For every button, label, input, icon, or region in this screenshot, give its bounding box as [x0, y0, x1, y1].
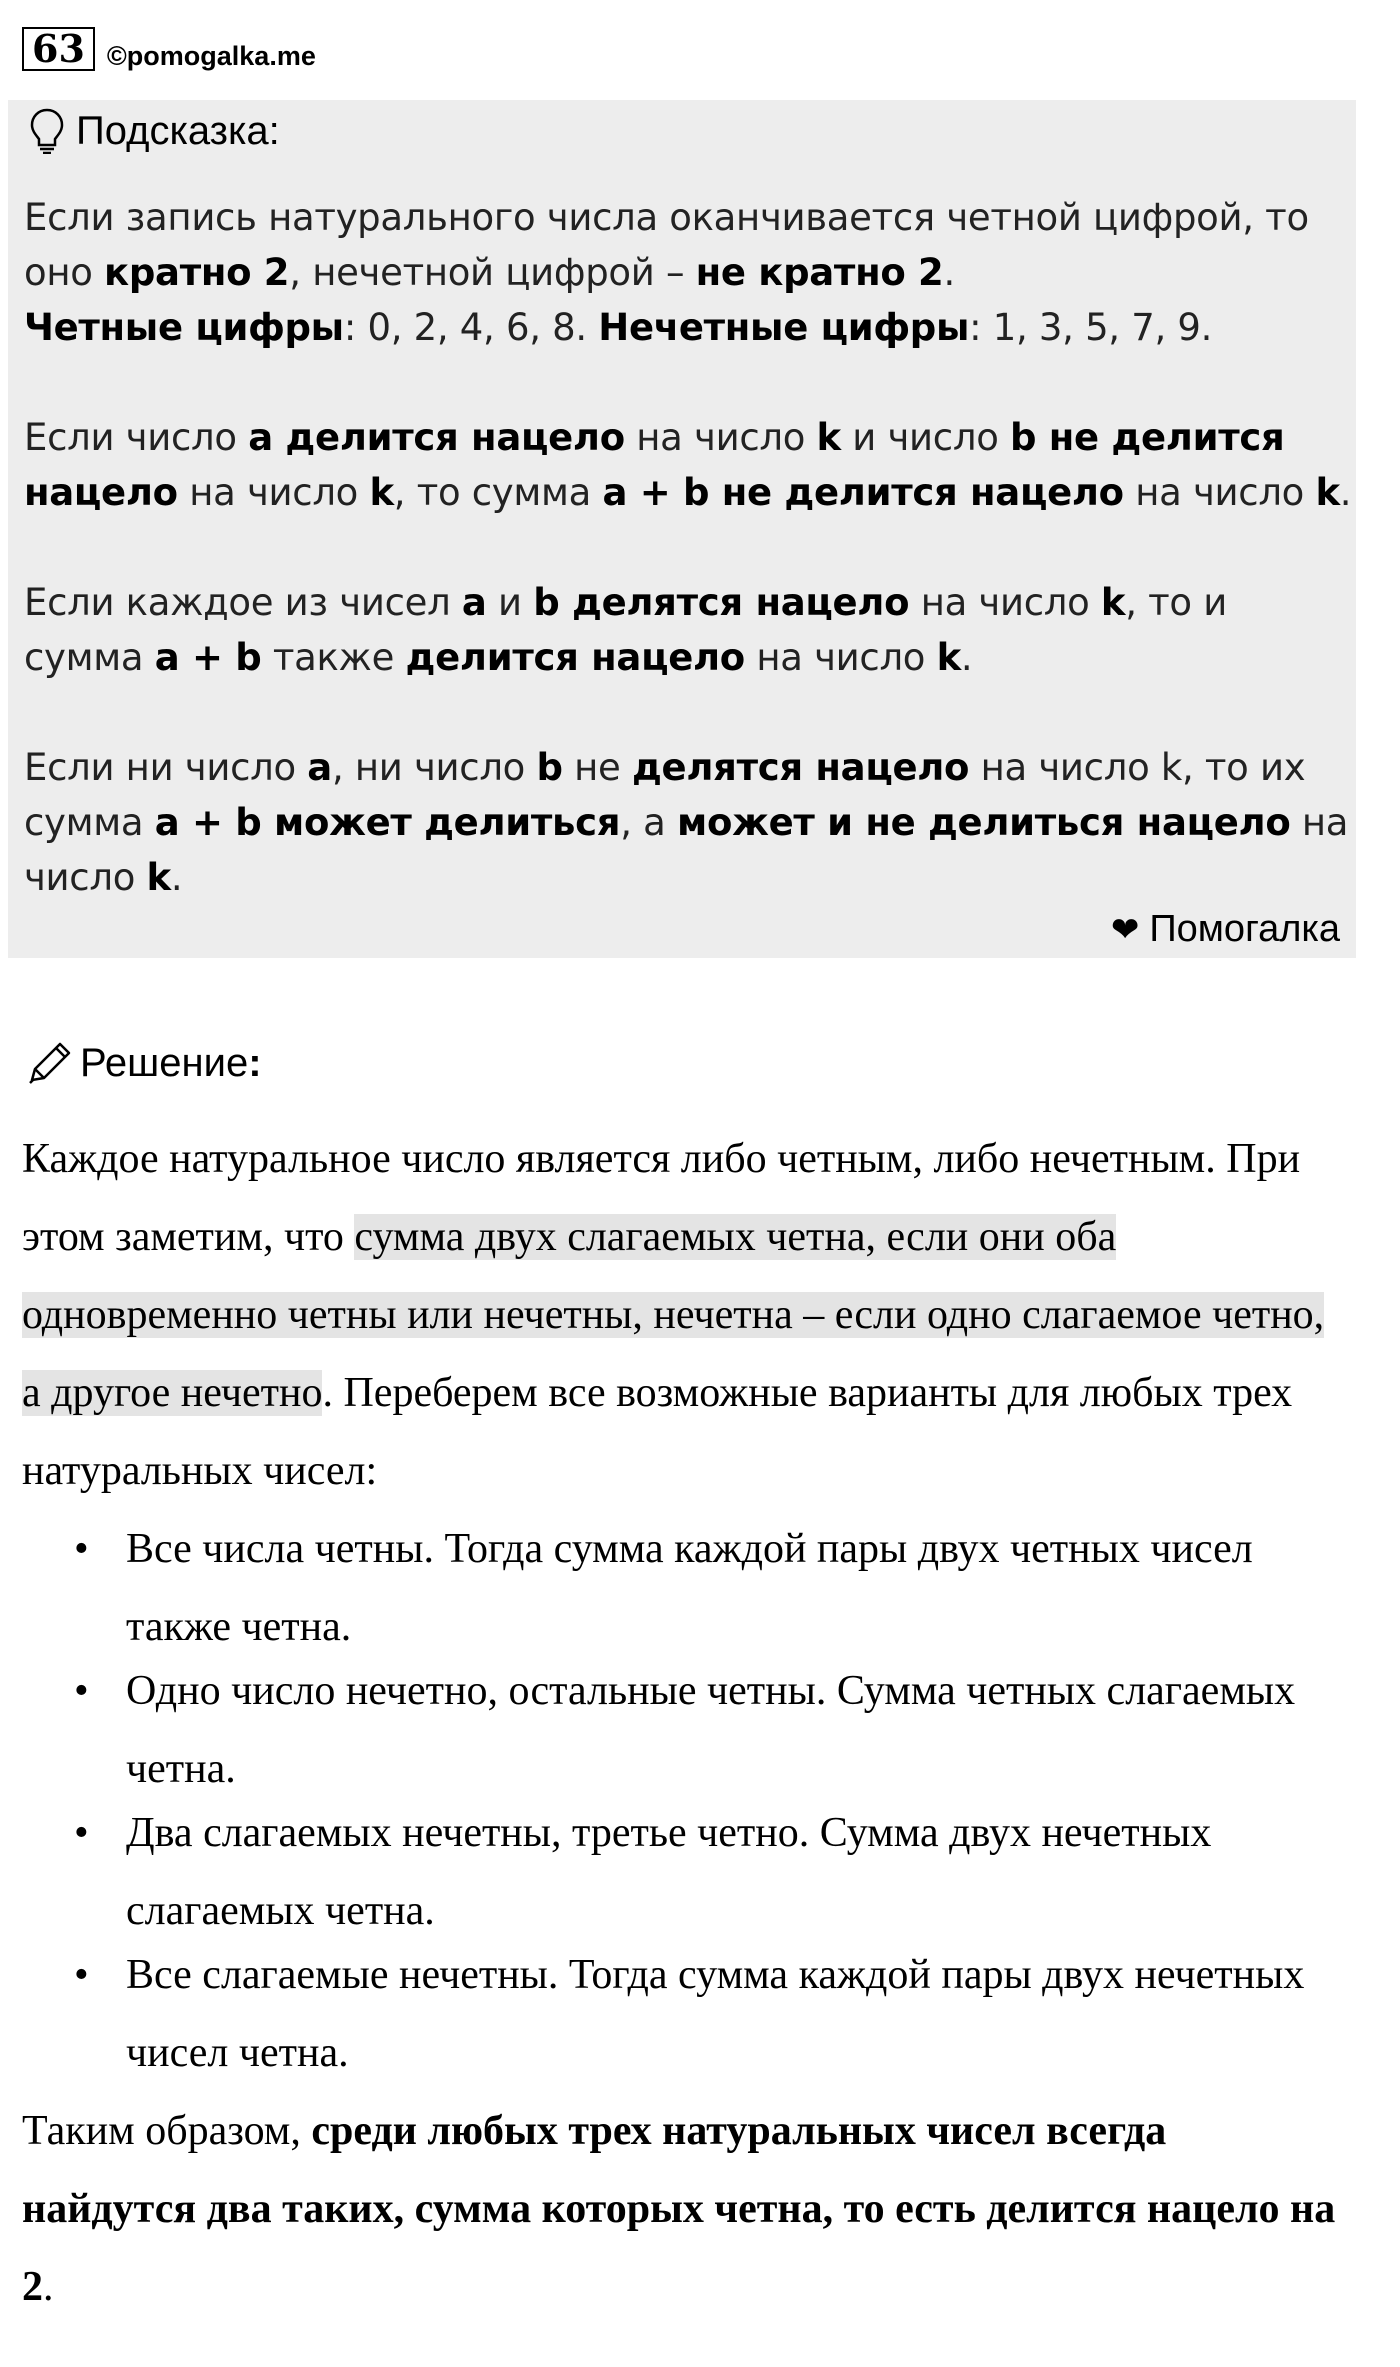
hint-paragraph-3: Если число a делится нацело на число k и число b не делится нацело на число k, то сумма a + b не делится нацело на число k.	[24, 416, 1352, 514]
hint-title-text: Подсказка:	[76, 108, 280, 153]
site-name[interactable]: ©pomogalka.me	[106, 40, 316, 71]
list-item: • Два слагаемых нечетны, третье четно. Сумма двух нечетных слагаемых четна.	[22, 1794, 1342, 1950]
pencil-icon	[26, 1040, 74, 1086]
hint-paragraph-2: Четные цифры: 0, 2, 4, 6, 8. Нечетные цифры: 1, 3, 5, 7, 9.	[24, 306, 1213, 349]
cases-list	[22, 1510, 1342, 2092]
list-item: • Все числа четны. Тогда сумма каждой пары двух четных чисел также четна.	[22, 1510, 1342, 1666]
hint-title	[30, 108, 280, 154]
page-number: 63	[22, 27, 95, 71]
page-header	[22, 24, 316, 74]
signature-text: Помогалка	[1149, 908, 1340, 950]
solution-title: Решение :	[26, 1040, 262, 1086]
list-item: • Одно число нечетно, остальные четны. Сумма четных слагаемых четна.	[22, 1652, 1342, 1808]
solution-body	[22, 1120, 1342, 2326]
lightbulb-icon	[30, 108, 64, 154]
hint-paragraph-1: Если запись натурального числа оканчивается четной цифрой, то оно кратно 2, нечетной цифрой – не кратно 2.	[24, 196, 1309, 294]
solution-title-text: Решение	[80, 1040, 249, 1085]
list-item: • Все слагаемые нечетны. Тогда сумма каждой пары двух нечетных чисел четна.	[22, 1936, 1342, 2092]
signature	[1111, 908, 1340, 951]
solution-intro: Каждое натуральное число является либо четным, либо нечетным. При этом заметим, что сумма двух слагаемых четна, если они оба одновременно четны или нечетны, нечетна – если одно слагаемое четно, а другое нечетно. Переберем все возможные варианты для любых трех натуральных чисел:	[22, 1136, 1325, 1494]
hint-paragraph-5: Если ни число a, ни число b не делятся нацело на число k, то их сумма a + b может делиться, а может и не делиться нацело на число k.	[24, 746, 1349, 899]
heart-icon: ❤	[1110, 910, 1140, 949]
highlighted-text: сумма двух слагаемых четна, если они оба одновременно четны или нечетны, нечетна – если одно слагаемое четно, а другое нечетно	[22, 1214, 1325, 1416]
hint-paragraph-4: Если каждое из чисел a и b делятся нацело на число k, то и сумма a + b также делится нацело на число k.	[24, 581, 1227, 679]
hint-body	[24, 190, 1354, 905]
hint-box	[8, 100, 1356, 958]
solution-conclusion: Таким образом, среди любых трех натуральных чисел всегда найдутся два таких, сумма которых четна, то есть делится нацело на 2.	[22, 2108, 1336, 2310]
